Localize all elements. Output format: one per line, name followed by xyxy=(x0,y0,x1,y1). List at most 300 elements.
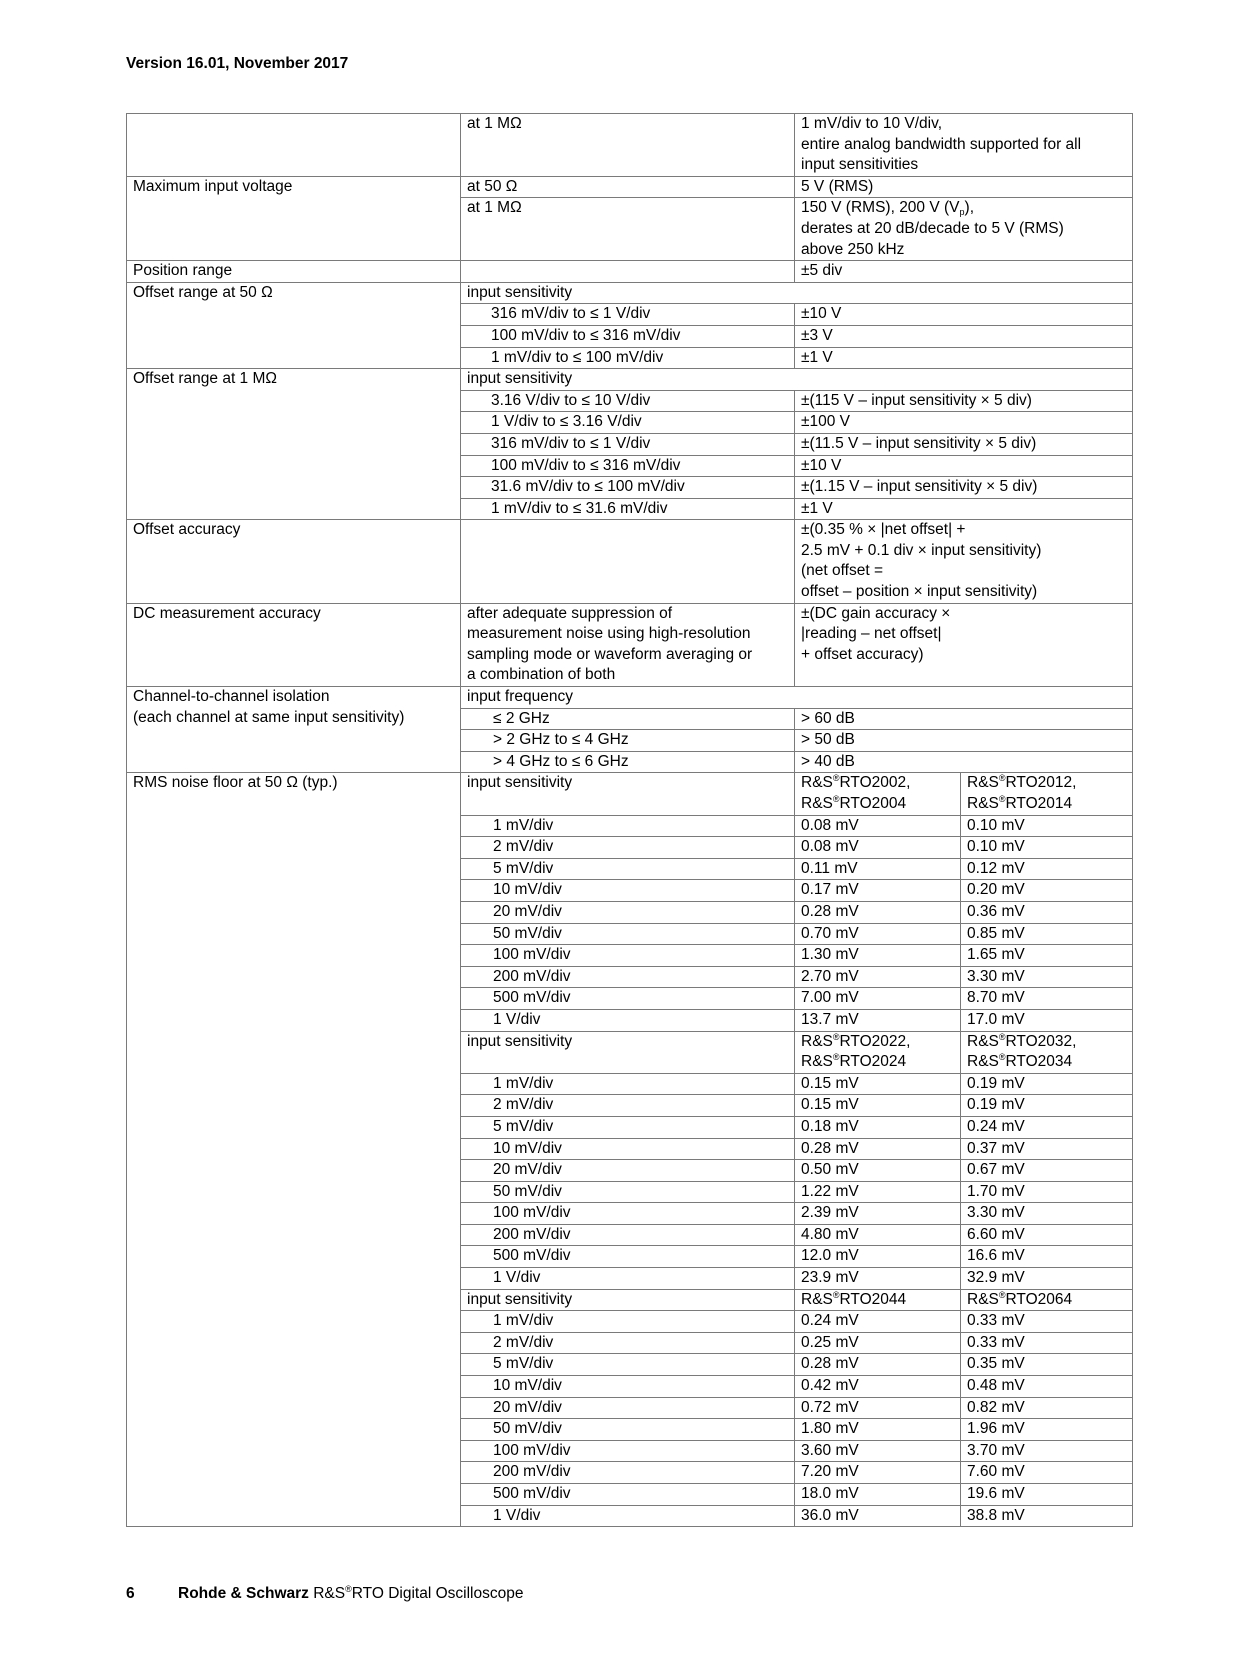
subheader-text: input sensitivity xyxy=(467,370,573,388)
param-label: Channel-to-channel isolation xyxy=(133,688,330,706)
registered-mark: ® xyxy=(832,1052,840,1063)
condition-text: at 1 MΩ xyxy=(467,115,522,132)
value-text: 2.39 mV xyxy=(801,1204,859,1222)
noise-value-cell xyxy=(795,1246,961,1268)
param-cell xyxy=(127,176,461,260)
value-text: 36.0 mV xyxy=(801,1506,859,1524)
sensitivity-text: 5 mV/div xyxy=(493,859,554,877)
value-text: > 60 dB xyxy=(801,709,855,727)
brand-prefix: R&S xyxy=(801,1290,833,1308)
value-text: 3.70 mV xyxy=(967,1441,1025,1459)
sensitivity-text: 200 mV/div xyxy=(493,967,571,985)
sensitivity-cell xyxy=(461,1462,795,1484)
value-text: 38.8 mV xyxy=(967,1506,1025,1524)
registered-mark: ® xyxy=(832,794,840,804)
value-text: 6.60 mV xyxy=(967,1225,1025,1243)
value-cell xyxy=(795,390,1133,412)
noise-value-cell xyxy=(795,1419,961,1441)
sensitivity-text: 20 mV/div xyxy=(493,1161,562,1179)
model-text: RTO2044 xyxy=(839,1290,907,1308)
noise-value-cell xyxy=(961,1419,1133,1441)
sensitivity-text: 10 mV/div xyxy=(493,1139,562,1157)
value-cell xyxy=(795,304,1133,326)
sensitivity-text: 200 mV/div xyxy=(493,1463,571,1481)
value-cell xyxy=(795,433,1133,455)
brand-prefix: R&S xyxy=(801,795,833,812)
brand-prefix: R&S xyxy=(967,795,999,812)
sensitivity-cell xyxy=(461,945,795,967)
page-number: 6 xyxy=(126,1585,135,1602)
sensitivity-cell xyxy=(461,1376,795,1398)
subheader-text: input sensitivity xyxy=(467,283,573,301)
condition-cell xyxy=(461,520,795,603)
noise-value-cell xyxy=(961,1397,1133,1419)
value-text: 0.85 mV xyxy=(967,924,1025,942)
value-text: 1.80 mV xyxy=(801,1420,859,1438)
subheader-cell xyxy=(461,773,795,815)
noise-value-cell xyxy=(961,1138,1133,1160)
noise-value-cell xyxy=(795,1224,961,1246)
value-cell xyxy=(795,114,1133,177)
range-cell xyxy=(461,325,795,347)
noise-value-cell xyxy=(795,901,961,923)
sensitivity-text: 500 mV/div xyxy=(493,989,571,1007)
condition-cell xyxy=(461,114,795,177)
value-cell xyxy=(795,325,1133,347)
noise-value-cell xyxy=(961,1462,1133,1484)
sensitivity-cell xyxy=(461,1505,795,1527)
param-label: Offset range at 50 Ω xyxy=(133,283,273,301)
value-text: 3.30 mV xyxy=(967,967,1025,985)
product-title xyxy=(313,1585,523,1602)
sensitivity-cell xyxy=(461,1332,795,1354)
value-cell xyxy=(795,176,1133,198)
subheader-cell xyxy=(461,282,1133,304)
noise-value-cell xyxy=(961,1332,1133,1354)
range-text: 31.6 mV/div to ≤ 100 mV/div xyxy=(491,478,685,496)
sensitivity-text: 2 mV/div xyxy=(493,1333,554,1351)
noise-value-cell xyxy=(961,1009,1133,1031)
registered-mark: ® xyxy=(832,1289,840,1300)
value-line: ±(0.35 % × |net offset| + xyxy=(801,521,966,539)
model-text: RTO2012, xyxy=(1005,774,1077,792)
range-text: 316 mV/div to ≤ 1 V/div xyxy=(491,434,651,452)
noise-value-cell xyxy=(795,966,961,988)
param-cell xyxy=(127,603,461,686)
sensitivity-cell xyxy=(461,1095,795,1117)
range-cell xyxy=(461,304,795,326)
sensitivity-text: 50 mV/div xyxy=(493,924,562,942)
value-cell xyxy=(795,477,1133,499)
sensitivity-cell xyxy=(461,1181,795,1203)
value-text: ±3 V xyxy=(801,326,833,344)
subheader-text: input sensitivity xyxy=(467,774,573,792)
noise-value-cell xyxy=(961,901,1133,923)
param-cell xyxy=(127,114,461,177)
page-footer xyxy=(126,1585,523,1603)
spec-table xyxy=(126,113,1133,1527)
noise-value-cell xyxy=(795,1073,961,1095)
brand-prefix: R&S xyxy=(801,1032,833,1050)
value-text: 1.30 mV xyxy=(801,946,859,964)
range-cell xyxy=(461,477,795,499)
value-text: 3.60 mV xyxy=(801,1441,859,1459)
model-header-cell xyxy=(961,1289,1133,1311)
subheader-cell xyxy=(461,1289,795,1311)
noise-value-cell xyxy=(795,1505,961,1527)
range-text: 1 mV/div to ≤ 100 mV/div xyxy=(491,348,664,366)
sensitivity-cell xyxy=(461,1246,795,1268)
value-text: 0.50 mV xyxy=(801,1161,859,1179)
sensitivity-text: 1 mV/div xyxy=(493,1312,554,1330)
value-text: > 40 dB xyxy=(801,752,855,770)
value-text: 0.12 mV xyxy=(967,859,1025,877)
noise-value-cell xyxy=(795,1138,961,1160)
param-cell xyxy=(127,773,461,1527)
value-text: 0.18 mV xyxy=(801,1117,859,1135)
param-cell xyxy=(127,520,461,603)
noise-value-cell xyxy=(961,1246,1133,1268)
condition-text: at 1 MΩ xyxy=(467,199,522,217)
sensitivity-text: 1 V/div xyxy=(493,1269,541,1287)
model-text: RTO2032, xyxy=(1005,1032,1077,1050)
param-label: Offset range at 1 MΩ xyxy=(133,370,277,388)
noise-value-cell xyxy=(961,880,1133,902)
condition-cell xyxy=(461,176,795,198)
condition-cell xyxy=(461,198,795,261)
subscript: p xyxy=(959,207,965,218)
value-text: 0.33 mV xyxy=(967,1333,1025,1351)
noise-value-cell xyxy=(961,1181,1133,1203)
value-line: offset – position × input sensitivity) xyxy=(801,583,1038,601)
table-row xyxy=(127,520,1133,603)
value-text: 17.0 mV xyxy=(967,1010,1025,1028)
subheader-text: input frequency xyxy=(467,688,573,706)
value-text: 0.10 mV xyxy=(967,816,1025,834)
value-text: 12.0 mV xyxy=(801,1247,859,1265)
value-text: 0.37 mV xyxy=(967,1139,1025,1157)
value-text: 1.96 mV xyxy=(967,1420,1025,1438)
registered-mark: ® xyxy=(998,1031,1006,1042)
noise-value-cell xyxy=(961,858,1133,880)
noise-value-cell xyxy=(961,1268,1133,1290)
table-row xyxy=(127,603,1133,686)
value-line: after adequate suppression of xyxy=(467,604,673,622)
subheader-text: input sensitivity xyxy=(467,1032,573,1050)
noise-value-cell xyxy=(961,1116,1133,1138)
sensitivity-text: 500 mV/div xyxy=(493,1247,571,1265)
model-name xyxy=(801,1032,954,1053)
value-text: 1.22 mV xyxy=(801,1182,859,1200)
sensitivity-cell xyxy=(461,1397,795,1419)
sensitivity-text: 1 V/div xyxy=(493,1010,541,1028)
sensitivity-cell xyxy=(461,837,795,859)
value-text: 0.70 mV xyxy=(801,924,859,942)
noise-value-cell xyxy=(961,1203,1133,1225)
value-cell xyxy=(795,455,1133,477)
table-row xyxy=(127,369,1133,391)
noise-value-cell xyxy=(795,1095,961,1117)
table-row xyxy=(127,687,1133,709)
value-text: 5 V (RMS) xyxy=(801,177,874,195)
range-cell xyxy=(461,498,795,520)
noise-value-cell xyxy=(961,1224,1133,1246)
sensitivity-cell xyxy=(461,1419,795,1441)
sensitivity-text: 10 mV/div xyxy=(493,881,562,899)
value-line: sampling mode or waveform averaging or xyxy=(467,645,753,663)
noise-value-cell xyxy=(795,815,961,837)
value-text: 0.17 mV xyxy=(801,881,859,899)
value-cell xyxy=(795,603,1133,686)
sensitivity-cell xyxy=(461,1116,795,1138)
value-line: input sensitivities xyxy=(801,156,919,174)
noise-value-cell xyxy=(795,1354,961,1376)
model-name xyxy=(967,1032,1126,1053)
value-text: ±10 V xyxy=(801,305,842,323)
value-text: ), xyxy=(964,199,974,217)
sensitivity-cell xyxy=(461,1440,795,1462)
sensitivity-text: 20 mV/div xyxy=(493,902,562,920)
value-line: a combination of both xyxy=(467,666,616,684)
noise-value-cell xyxy=(795,1462,961,1484)
value-text: 0.24 mV xyxy=(967,1117,1025,1135)
sensitivity-text: 1 mV/div xyxy=(493,1074,554,1092)
value-text: 0.25 mV xyxy=(801,1333,859,1351)
param-cell xyxy=(127,261,461,283)
range-text: 100 mV/div to ≤ 316 mV/div xyxy=(491,456,681,474)
value-text: 0.08 mV xyxy=(801,838,859,856)
value-line: 1 mV/div to 10 V/div, xyxy=(801,115,942,132)
registered-mark: ® xyxy=(832,773,840,784)
model-header-cell xyxy=(795,1031,961,1073)
range-cell xyxy=(461,730,795,752)
noise-value-cell xyxy=(795,1311,961,1333)
param-label: Maximum input voltage xyxy=(133,177,293,195)
value-text: 0.15 mV xyxy=(801,1096,859,1114)
noise-value-cell xyxy=(961,923,1133,945)
model-name xyxy=(801,773,954,794)
registered-mark: ® xyxy=(998,773,1006,784)
model-header-cell xyxy=(961,1031,1133,1073)
value-line xyxy=(801,198,1126,219)
noise-value-cell xyxy=(961,966,1133,988)
brand-prefix: R&S xyxy=(801,774,833,792)
registered-mark: ® xyxy=(345,1584,352,1594)
sensitivity-text: 10 mV/div xyxy=(493,1377,562,1395)
value-line: + offset accuracy) xyxy=(801,645,924,663)
sensitivity-cell xyxy=(461,1484,795,1506)
sensitivity-cell xyxy=(461,923,795,945)
sensitivity-cell xyxy=(461,988,795,1010)
sensitivity-cell xyxy=(461,1160,795,1182)
value-text: 7.00 mV xyxy=(801,989,859,1007)
value-text: 150 V (RMS), 200 V (V xyxy=(801,199,960,217)
brand-prefix: R&S xyxy=(967,1290,999,1308)
sensitivity-cell xyxy=(461,1073,795,1095)
value-text: 13.7 mV xyxy=(801,1010,859,1028)
noise-value-cell xyxy=(961,815,1133,837)
model-header-cell xyxy=(961,773,1133,815)
value-line: above 250 kHz xyxy=(801,240,905,258)
noise-value-cell xyxy=(795,1009,961,1031)
noise-value-cell xyxy=(795,1181,961,1203)
noise-value-cell xyxy=(795,1376,961,1398)
range-text: 100 mV/div to ≤ 316 mV/div xyxy=(491,326,681,344)
noise-value-cell xyxy=(961,1440,1133,1462)
sensitivity-cell xyxy=(461,880,795,902)
condition-cell xyxy=(461,603,795,686)
value-text: 0.82 mV xyxy=(967,1398,1025,1416)
noise-value-cell xyxy=(795,1116,961,1138)
param-label: (each channel at same input sensitivity) xyxy=(133,708,405,726)
value-text: 0.08 mV xyxy=(801,816,859,834)
value-text: 7.20 mV xyxy=(801,1463,859,1481)
sensitivity-text: 100 mV/div xyxy=(493,1441,571,1459)
param-label: Position range xyxy=(133,262,233,280)
value-line: measurement noise using high-resolution xyxy=(467,625,751,643)
brand-prefix: R&S xyxy=(967,774,999,792)
range-text: 1 mV/div to ≤ 31.6 mV/div xyxy=(491,499,668,517)
noise-value-cell xyxy=(961,1073,1133,1095)
product-prefix: R&S xyxy=(313,1585,346,1602)
sensitivity-text: 2 mV/div xyxy=(493,838,554,856)
value-text: ±100 V xyxy=(801,413,851,431)
value-text: 23.9 mV xyxy=(801,1269,859,1287)
value-text: 0.28 mV xyxy=(801,1139,859,1157)
value-text: 0.33 mV xyxy=(967,1312,1025,1330)
noise-value-cell xyxy=(795,858,961,880)
noise-value-cell xyxy=(795,1160,961,1182)
range-cell xyxy=(461,412,795,434)
range-text: 3.16 V/div to ≤ 10 V/div xyxy=(491,391,651,409)
subheader-text: input sensitivity xyxy=(467,1290,573,1308)
range-cell xyxy=(461,751,795,773)
range-cell xyxy=(461,708,795,730)
value-text: 0.28 mV xyxy=(801,1355,859,1373)
noise-value-cell xyxy=(795,1397,961,1419)
sensitivity-text: 2 mV/div xyxy=(493,1096,554,1114)
sensitivity-text: 200 mV/div xyxy=(493,1225,571,1243)
registered-mark: ® xyxy=(998,1289,1006,1300)
value-text: 0.28 mV xyxy=(801,902,859,920)
model-header-cell xyxy=(795,773,961,815)
noise-value-cell xyxy=(961,1095,1133,1117)
range-text: > 2 GHz to ≤ 4 GHz xyxy=(493,731,629,749)
noise-value-cell xyxy=(795,988,961,1010)
sensitivity-text: 1 mV/div xyxy=(493,816,554,834)
noise-value-cell xyxy=(961,1505,1133,1527)
value-cell xyxy=(795,412,1133,434)
sensitivity-text: 100 mV/div xyxy=(493,1204,571,1222)
value-cell xyxy=(795,261,1133,283)
model-name xyxy=(801,794,954,815)
sensitivity-cell xyxy=(461,1203,795,1225)
sensitivity-text: 5 mV/div xyxy=(493,1355,554,1373)
subheader-cell xyxy=(461,1031,795,1073)
noise-value-cell xyxy=(795,1484,961,1506)
noise-value-cell xyxy=(795,923,961,945)
noise-value-cell xyxy=(961,1376,1133,1398)
model-text: RTO2014 xyxy=(1005,795,1073,812)
registered-mark: ® xyxy=(832,1031,840,1042)
range-text: > 4 GHz to ≤ 6 GHz xyxy=(493,752,629,770)
sensitivity-text: 1 V/div xyxy=(493,1506,541,1524)
company-name: Rohde & Schwarz xyxy=(178,1585,309,1602)
brand-prefix: R&S xyxy=(967,1032,999,1050)
sensitivity-text: 20 mV/div xyxy=(493,1398,562,1416)
value-text: 0.24 mV xyxy=(801,1312,859,1330)
noise-value-cell xyxy=(961,837,1133,859)
noise-value-cell xyxy=(961,1311,1133,1333)
subheader-cell xyxy=(461,369,1133,391)
model-name xyxy=(967,794,1126,815)
param-cell xyxy=(127,687,461,773)
value-text: 0.42 mV xyxy=(801,1377,859,1395)
model-name xyxy=(801,1052,954,1073)
range-text: ≤ 2 GHz xyxy=(493,709,550,727)
value-cell xyxy=(795,751,1133,773)
noise-value-cell xyxy=(795,1203,961,1225)
value-text: ±(11.5 V – input sensitivity × 5 div) xyxy=(801,434,1037,452)
model-name xyxy=(967,773,1126,794)
value-text: 0.20 mV xyxy=(967,881,1025,899)
value-line: derates at 20 dB/decade to 5 V (RMS) xyxy=(801,219,1064,237)
noise-value-cell xyxy=(961,1160,1133,1182)
value-line: |reading – net offset| xyxy=(801,625,942,643)
model-text: RTO2004 xyxy=(839,795,907,812)
value-line: ±(DC gain accuracy × xyxy=(801,604,951,622)
value-text: ±1 V xyxy=(801,348,833,366)
sensitivity-cell xyxy=(461,1138,795,1160)
range-cell xyxy=(461,433,795,455)
noise-value-cell xyxy=(795,1440,961,1462)
value-text: 32.9 mV xyxy=(967,1269,1025,1287)
sensitivity-cell xyxy=(461,966,795,988)
brand-prefix: R&S xyxy=(967,1053,999,1071)
range-cell xyxy=(461,455,795,477)
param-label: DC measurement accuracy xyxy=(133,604,321,622)
spec-table-body xyxy=(127,114,1133,1527)
table-row xyxy=(127,114,1133,177)
range-text: 1 V/div to ≤ 3.16 V/div xyxy=(491,413,642,431)
value-text: 8.70 mV xyxy=(967,989,1025,1007)
value-text: 0.10 mV xyxy=(967,838,1025,856)
model-text: RTO2064 xyxy=(1005,1290,1073,1308)
value-line: 2.5 mV + 0.1 div × input sensitivity) xyxy=(801,541,1042,559)
sensitivity-cell xyxy=(461,1009,795,1031)
value-text: 18.0 mV xyxy=(801,1485,859,1502)
sensitivity-text: 100 mV/div xyxy=(493,946,571,964)
value-cell xyxy=(795,730,1133,752)
noise-value-cell xyxy=(795,837,961,859)
value-text: 0.15 mV xyxy=(801,1074,859,1092)
value-text: 0.72 mV xyxy=(801,1398,859,1416)
value-text: > 50 dB xyxy=(801,731,855,749)
value-text: ±10 V xyxy=(801,456,842,474)
registered-mark: ® xyxy=(998,794,1006,804)
table-row xyxy=(127,773,1133,815)
param-cell xyxy=(127,282,461,368)
sensitivity-cell xyxy=(461,815,795,837)
sensitivity-text: 50 mV/div xyxy=(493,1420,562,1438)
model-text: RTO2024 xyxy=(839,1053,907,1071)
value-text: 7.60 mV xyxy=(967,1463,1025,1481)
subheader-cell xyxy=(461,687,1133,709)
model-text: RTO2034 xyxy=(1005,1053,1073,1071)
model-name xyxy=(967,1052,1126,1073)
value-text: 1.65 mV xyxy=(967,946,1025,964)
value-text: 0.19 mV xyxy=(967,1074,1025,1092)
